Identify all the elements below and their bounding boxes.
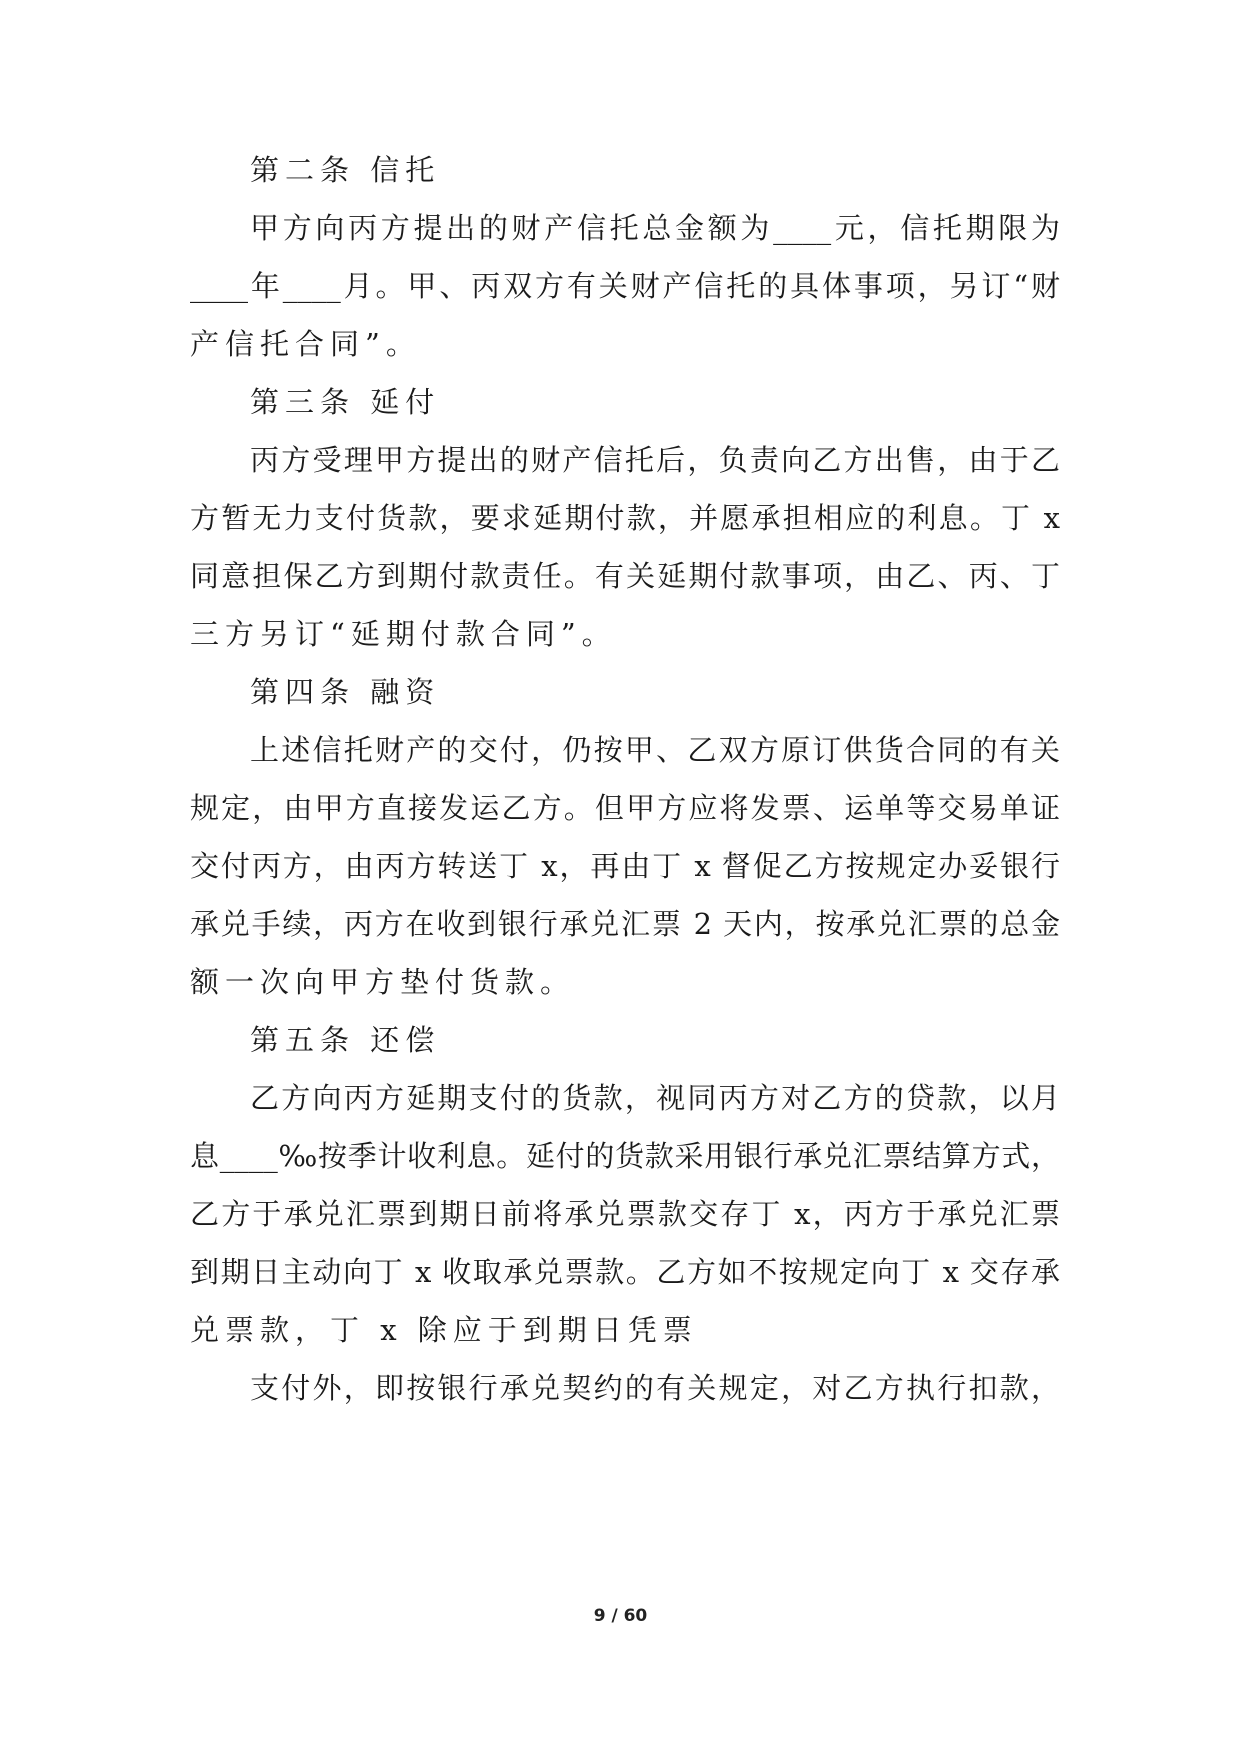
article-4-paragraph-line: 上述信托财产的交付，仍按甲、乙双方原订供货合同的有关 bbox=[250, 733, 1060, 767]
article-2-paragraph-line: 甲方向丙方提出的财产信托总金额为____元，信托期限为 bbox=[250, 211, 1060, 245]
article-3-paragraph-line: 丙方受理甲方提出的财产信托后，负责向乙方出售，由于乙 bbox=[250, 443, 1060, 477]
article-4-paragraph-line: 规定，由甲方直接发运乙方。但甲方应将发票、运单等交易单证 bbox=[190, 791, 1060, 825]
article-5-paragraph-line: 乙方于承兑汇票到期日前将承兑票款交存丁 x，丙方于承兑汇票 bbox=[190, 1197, 1060, 1231]
article-5-paragraph-line: 兑票款，丁 x 除应于到期日凭票 bbox=[190, 1313, 698, 1347]
article-3-paragraph-line: 三方另订“延期付款合同”。 bbox=[190, 617, 617, 651]
article-4-paragraph-line: 额一次向甲方垫付货款。 bbox=[190, 965, 576, 999]
article-5-paragraph-line: 息____‰按季计收利息。延付的货款采用银行承兑汇票结算方式， bbox=[190, 1139, 1060, 1173]
article-3-paragraph-line: 同意担保乙方到期付款责任。有关延期付款事项，由乙、丙、丁 bbox=[190, 559, 1060, 593]
article-2-paragraph-line: 产信托合同”。 bbox=[190, 327, 421, 361]
article-4-paragraph-line: 交付丙方，由丙方转送丁 x，再由丁 x 督促乙方按规定办妥银行 bbox=[190, 849, 1060, 883]
article-4-heading: 第四条 融资 bbox=[250, 675, 441, 709]
article-2-heading: 第二条 信托 bbox=[250, 153, 441, 187]
article-3-paragraph-line: 方暂无力支付货款，要求延期付款，并愿承担相应的利息。丁 x bbox=[190, 501, 1060, 535]
article-5-paragraph-line: 乙方向丙方延期支付的货款，视同丙方对乙方的贷款，以月 bbox=[250, 1081, 1060, 1115]
article-3-heading: 第三条 延付 bbox=[250, 385, 441, 419]
article-5-heading: 第五条 还偿 bbox=[250, 1023, 441, 1057]
continuation-paragraph-line: 支付外，即按银行承兑契约的有关规定，对乙方执行扣款， bbox=[250, 1371, 1060, 1405]
article-5-paragraph-line: 到期日主动向丁 x 收取承兑票款。乙方如不按规定向丁 x 交存承 bbox=[190, 1255, 1060, 1289]
article-4-paragraph-line: 承兑手续，丙方在收到银行承兑汇票 2 天内，按承兑汇票的总金 bbox=[190, 907, 1060, 941]
article-2-paragraph-line: ____年____月。甲、丙双方有关财产信托的具体事项，另订“财 bbox=[190, 269, 1060, 303]
page-number: 9 / 60 bbox=[593, 1606, 648, 1626]
